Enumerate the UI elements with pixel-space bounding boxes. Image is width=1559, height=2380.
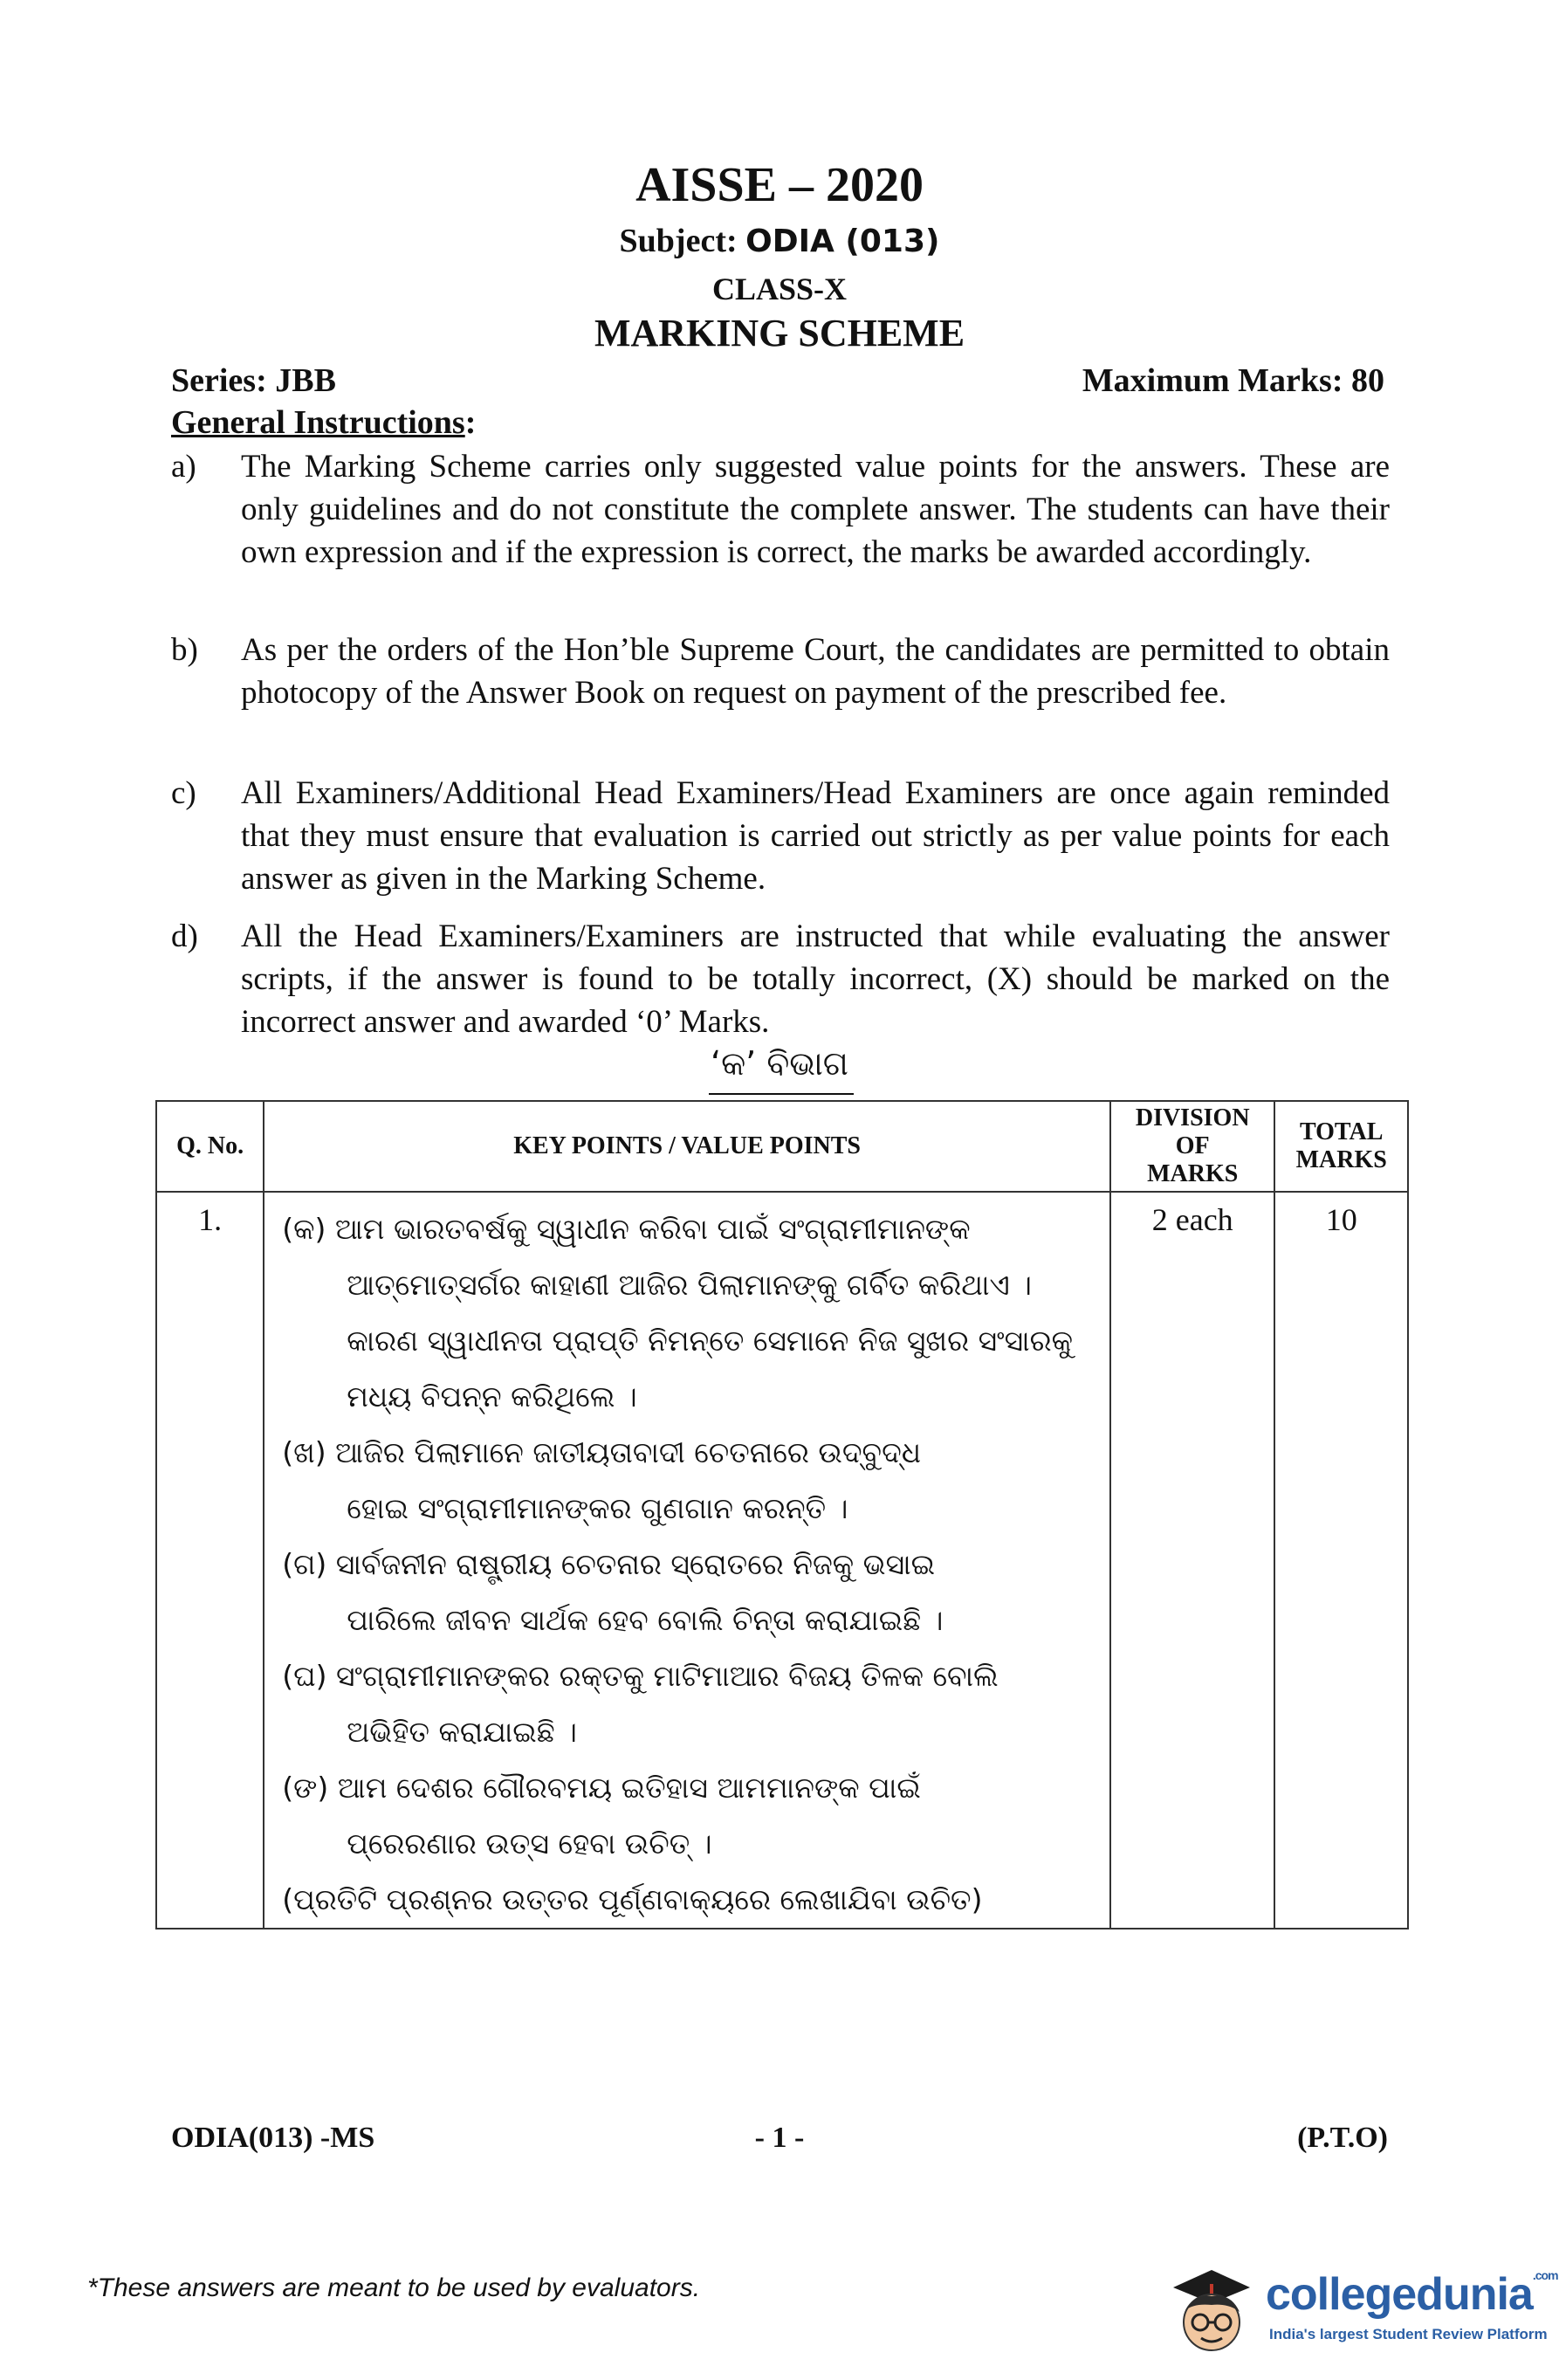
answer-continuation: ପ୍ରେରଣାର ଉତ୍ସ ହେବା ଉଚିତ୍ ।: [347, 1826, 712, 1861]
brand-name-text: collegedunia: [1266, 2269, 1533, 2320]
marking-table: [155, 1100, 1409, 1929]
header-total: TOTAL MARKS: [1274, 1101, 1408, 1192]
subject-label: Subject:: [619, 223, 738, 259]
answer-point: [282, 1648, 1109, 1760]
answer-first-line: ସଂଗ୍ରାମୀମାନଙ୍କର ରକ୍ତକୁ ମାଟିମାଆର ବିଜୟ ତିଳକ ବୋଲି: [336, 1659, 999, 1693]
question-number: 1.: [156, 1192, 264, 1929]
table-row: [156, 1192, 1408, 1929]
subject-line: [0, 222, 1559, 260]
answer-label: (ଖ): [282, 1435, 326, 1469]
instruction-item: [171, 445, 1393, 620]
brand-name[interactable]: [1266, 2268, 1558, 2321]
section-title: ‘କ’ ବିଭାଗ: [711, 1044, 848, 1083]
general-instructions-text: General Instructions: [171, 404, 465, 441]
footer-code: ODIA(013) -MS: [171, 2122, 375, 2154]
instruction-item: [171, 629, 1393, 760]
evaluator-disclaimer: *These answers are meant to be used by evaluators.: [87, 2273, 701, 2302]
pto-label: (P.T.O): [1297, 2122, 1388, 2154]
answer-note: (ପ୍ରତିଟି ପ୍ରଶ୍ନର ଉତ୍ତର ପୂର୍ଣ୍ଣବାକ୍ୟରେ ଲେଖାଯିବା ଉଚିତ): [282, 1882, 983, 1916]
page-number: - 1 -: [754, 2122, 805, 2154]
answer-label: (ଘ): [282, 1659, 327, 1693]
answer-label: (ଗ): [282, 1547, 327, 1581]
series-label: Series: JBB: [171, 362, 336, 399]
answer-continuation: ହୋଇ ସଂଗ୍ରାମୀମାନଙ୍କର ଗୁଣଗାନ କରନ୍ତି ।: [347, 1491, 848, 1525]
answer-continuation: ଅଭିହିତ କରାଯାଇଛି ।: [347, 1715, 577, 1749]
total-marks: 10: [1274, 1192, 1408, 1929]
answer-label: (ଙ): [282, 1771, 329, 1805]
header-key-points: KEY POINTS / VALUE POINTS: [264, 1101, 1110, 1192]
answer-continuation: ଆତ୍ମୋତ୍ସର୍ଗର କାହାଣୀ ଆଜିର ପିଲାମାନଙ୍କୁ ଗର୍ବିତ କରିଥାଏ । କାରଣ ସ୍ୱାଧୀନତା ପ୍ରାପ୍ତି ନିମନ୍ତେ ସେମାନେ ନିଜ ସୁଖର ସଂସାରକୁ ମଧ୍ୟ ବିପନ୍ନ କରିଥିଲେ ।: [347, 1268, 1074, 1414]
section-title-underline: [709, 1093, 854, 1095]
answer-point: [282, 1201, 1109, 1425]
document-title: AISSE – 2020: [635, 158, 924, 212]
subject-value: ODIA (013): [745, 224, 940, 259]
instruction-item: [171, 772, 1393, 903]
answer-continuation: ପାରିଲେ ଜୀବନ ସାର୍ଥକ ହେବ ବୋଲି ଚିନ୍ତା କରାଯାଇଛି ।: [347, 1603, 944, 1637]
table-header-row: [156, 1101, 1408, 1192]
instruction-item: [171, 915, 1393, 1046]
header-qno: Q. No.: [156, 1101, 264, 1192]
general-instructions-colon: :: [464, 404, 477, 441]
brand-tagline: India's largest Student Review Platform: [1269, 2326, 1548, 2342]
instruction-text: As per the orders of the Hon’ble Supreme Court, the candidates are permitted to obtain photocopy of the Answer Book on request on payment of the prescribed fee.: [241, 632, 1390, 711]
answer-first-line: ସାର୍ବଜନୀନ ରାଷ୍ଟ୍ରୀୟ ଚେତନାର ସ୍ରୋତରେ ନିଜକୁ ଭସାଇ: [335, 1547, 936, 1581]
instruction-label: c): [171, 775, 196, 811]
header-division: DIVISION OF MARKS: [1110, 1101, 1274, 1192]
answer-point: [282, 1425, 1109, 1537]
brand-suffix: .com: [1532, 2268, 1558, 2282]
instruction-text: The Marking Scheme carries only suggested value points for the answers. These are only guidelines and do not constitute the complete answer. The students can have their own expression and if the expression is correct, the marks be awarded accordingly.: [241, 449, 1390, 570]
mascot-logo-icon: [1161, 2258, 1262, 2366]
class-label: CLASS-X: [711, 272, 848, 306]
answer-first-line: ଆମ ଦେଶର ଗୌରବମୟ ଇତିହାସ ଆମମାନଙ୍କ ପାଇଁ: [337, 1771, 921, 1805]
instruction-label: d): [171, 918, 198, 954]
instruction-text: All the Head Examiners/Examiners are instructed that while evaluating the answer scripts, if the answer is found to be totally incorrect, (X) should be marked on the incorrect answer and awarded ‘0’ Marks.: [241, 918, 1390, 1040]
instruction-label: b): [171, 632, 198, 668]
answer-point: [282, 1537, 1109, 1648]
key-points-cell: [264, 1192, 1110, 1929]
answer-first-line: ଆମ ଭାରତବର୍ଷକୁ ସ୍ୱାଧୀନ କରିବା ପାଇଁ ସଂଗ୍ରାମୀମାନଙ୍କ: [334, 1212, 971, 1246]
marking-scheme-heading: MARKING SCHEME: [594, 312, 965, 354]
answer-label: (କ): [282, 1212, 326, 1246]
instruction-text: All Examiners/Additional Head Examiners/Head Examiners are once again reminded that they must ensure that evaluation is carried out strictly as per value points for each answer as given in the Marking Scheme.: [241, 775, 1390, 897]
answer-first-line: ଆଜିର ପିଲାମାନେ ଜାତୀୟତାବାଦୀ ଚେତନାରେ ଉଦ୍‌ବୁଦ୍ଧ: [335, 1435, 922, 1469]
answer-point: [282, 1760, 1109, 1872]
division-of-marks: 2 each: [1110, 1192, 1274, 1929]
general-instructions-heading: [171, 403, 476, 442]
instruction-label: a): [171, 449, 196, 485]
maximum-marks: Maximum Marks: 80: [1082, 362, 1384, 399]
